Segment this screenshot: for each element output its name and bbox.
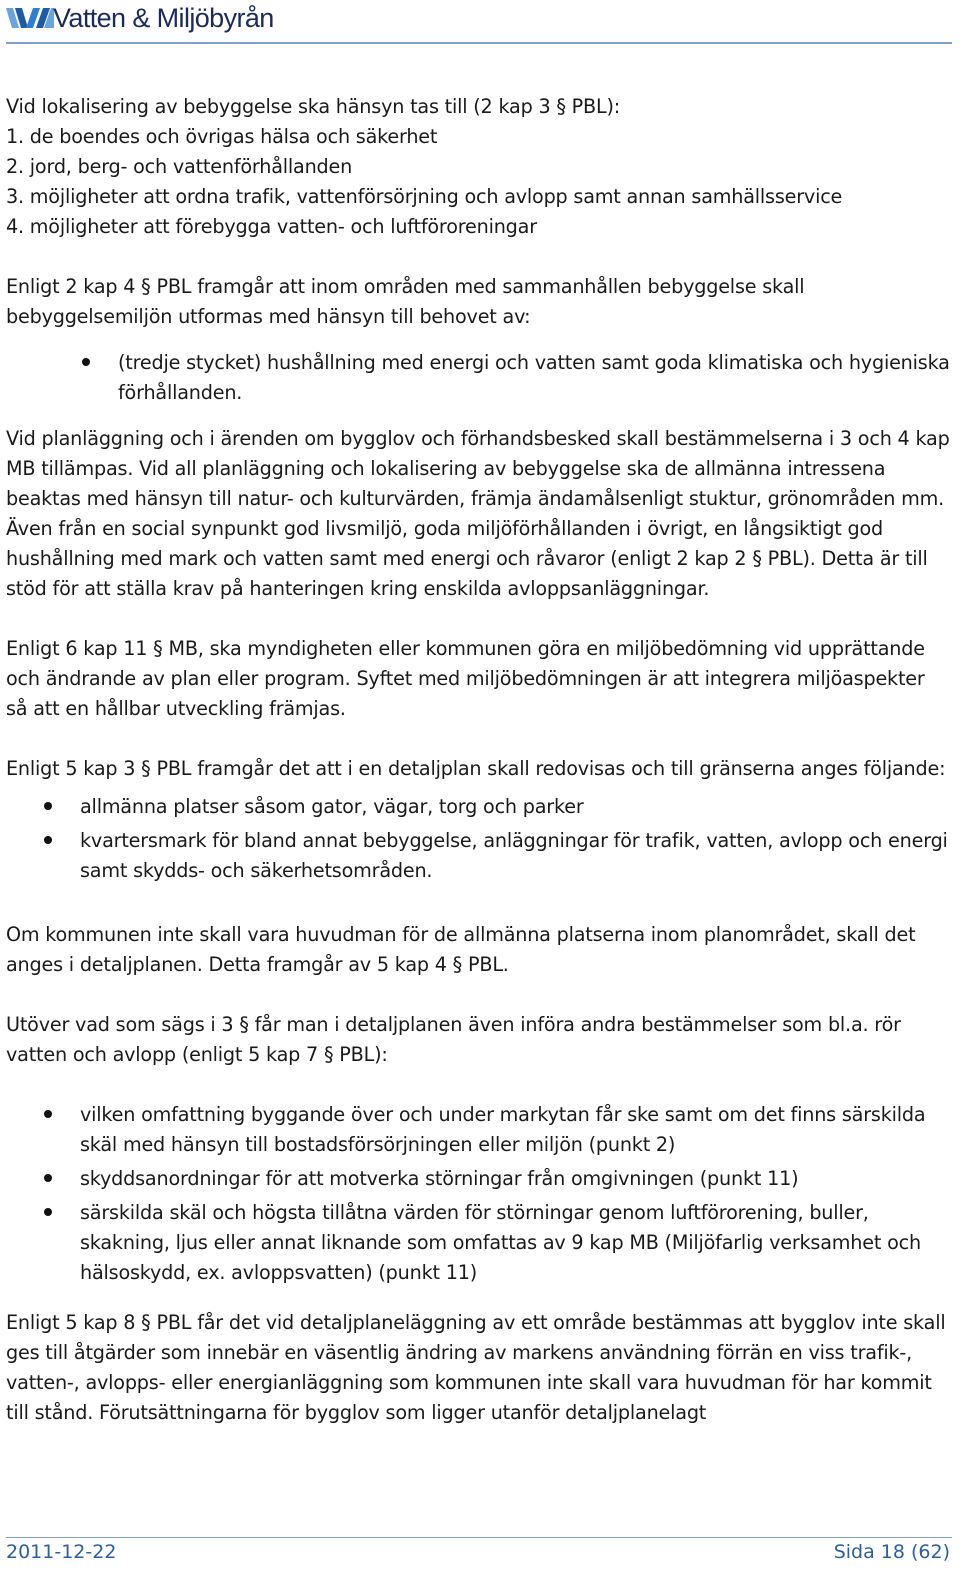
list-item: kvartersmark för bland annat bebyggelse, anläggningar för trafik, vatten, avlopp och energi samt skydds- och säkerhetsområden. (6, 826, 950, 886)
company-logo-text: Vatten & Miljöbyrån (53, 3, 274, 33)
numbered-item: 4. möjligheter att förebygga vatten- och luftföroreningar (6, 215, 537, 238)
paragraph-huvudman: Om kommunen inte skall vara huvudman för de allmänna platserna inom planområdet, skall det anges i detaljplanen. Detta framgår av 5 kap 4 § PBL. (6, 923, 916, 976)
numbered-item: 3. möjligheter att ordna trafik, vattenförsörjning och avlopp samt annan samhällsservice (6, 185, 843, 208)
paragraph-5kap8: Enligt 5 kap 8 § PBL får det vid detaljplaneläggning av ett område bestämmas att bygglov inte skall ges till åtgärder som innebär en väsentlig ändring av markens användning förrän en viss trafik-, vatten-, avlopps- eller energianläggning som kommunen inte skall vara huvudman för har kommit till stånd. Förutsättningarna för bygglov som ligger utanför detaljplanelagt (6, 1311, 946, 1424)
numbered-item: 2. jord, berg- och vattenförhållanden (6, 155, 353, 178)
paragraph-2kap4: Enligt 2 kap 4 § PBL framgår att inom områden med sammanhållen bebyggelse skall bebyggelsemiljön utformas med hänsyn till behovet av: (6, 275, 805, 328)
header-divider (6, 42, 952, 44)
page-header (0, 0, 960, 46)
list-item: vilken omfattning byggande över och under markytan får ske samt om det finns särskilda skäl med hänsyn till bostadsförsörjningen eller miljön (punkt 2) (6, 1100, 950, 1160)
paragraph-6kap11: Enligt 6 kap 11 § MB, ska myndigheten eller kommunen göra en miljöbedömning vid upprättande och ändrande av plan eller program. Syftet med miljöbedömningen är att integrera miljöaspekter så att en hållbar utveckling främjas. (6, 637, 925, 720)
paragraph-5kap7: Utöver vad som sägs i 3 § får man i detaljplanen även införa andra bestämmelser som bl.a. rör vatten och avlopp (enligt 5 kap 7 § PBL): (6, 1013, 901, 1066)
list-item: skyddsanordningar för att motverka störningar från omgivningen (punkt 11) (6, 1164, 950, 1194)
page-number: Sida 18 (62) (833, 1541, 950, 1563)
bullet-list-1 (6, 348, 950, 408)
list-item: särskilda skäl och högsta tillåtna värden för störningar genom luftförorening, buller, skakning, ljus eller annat liknande som omfattas av 9 kap MB (Miljöfarlig verksamhet och hälsoskydd, ex. avloppsvatten) (punkt 11) (6, 1198, 950, 1288)
footer-date: 2011-12-22 (6, 1541, 117, 1563)
document-body (6, 92, 950, 1428)
numbered-item: 1. de boendes och övrigas hälsa och säkerhet (6, 125, 438, 148)
bullet-list-2 (6, 792, 950, 886)
footer-divider (6, 1537, 952, 1538)
intro-paragraph: Vid lokalisering av bebyggelse ska hänsyn tas till (2 kap 3 § PBL): (6, 95, 621, 118)
paragraph-5kap3: Enligt 5 kap 3 § PBL framgår det att i en detaljplan skall redovisas och till gränserna anges följande: (6, 757, 946, 780)
list-item: allmänna platser såsom gator, vägar, torg och parker (6, 792, 950, 822)
wave-logo-icon (6, 6, 54, 30)
paragraph-planlaggning: Vid planläggning och i ärenden om bygglov och förhandsbesked skall bestämmelserna i 3 och 4 kap MB tillämpas. Vid all planläggning och lokalisering av bebyggelse ska de allmänna intressena beaktas med hänsyn till natur- och kulturvärden, främja ändamålsenligt stuktur, grönområden mm. Även från en social synpunkt god livsmiljö, goda miljöförhållanden i övrigt, en långsiktigt god hushållning med mark och vatten samt med energi och råvaror (enligt 2 kap 2 § PBL). Detta är till stöd för att ställa krav på hanteringen kring enskilda avloppsanläggningar. (6, 427, 950, 600)
list-item: (tredje stycket) hushållning med energi och vatten samt goda klimatiska och hygieniska förhållanden. (6, 348, 950, 408)
bullet-list-3 (6, 1100, 950, 1288)
